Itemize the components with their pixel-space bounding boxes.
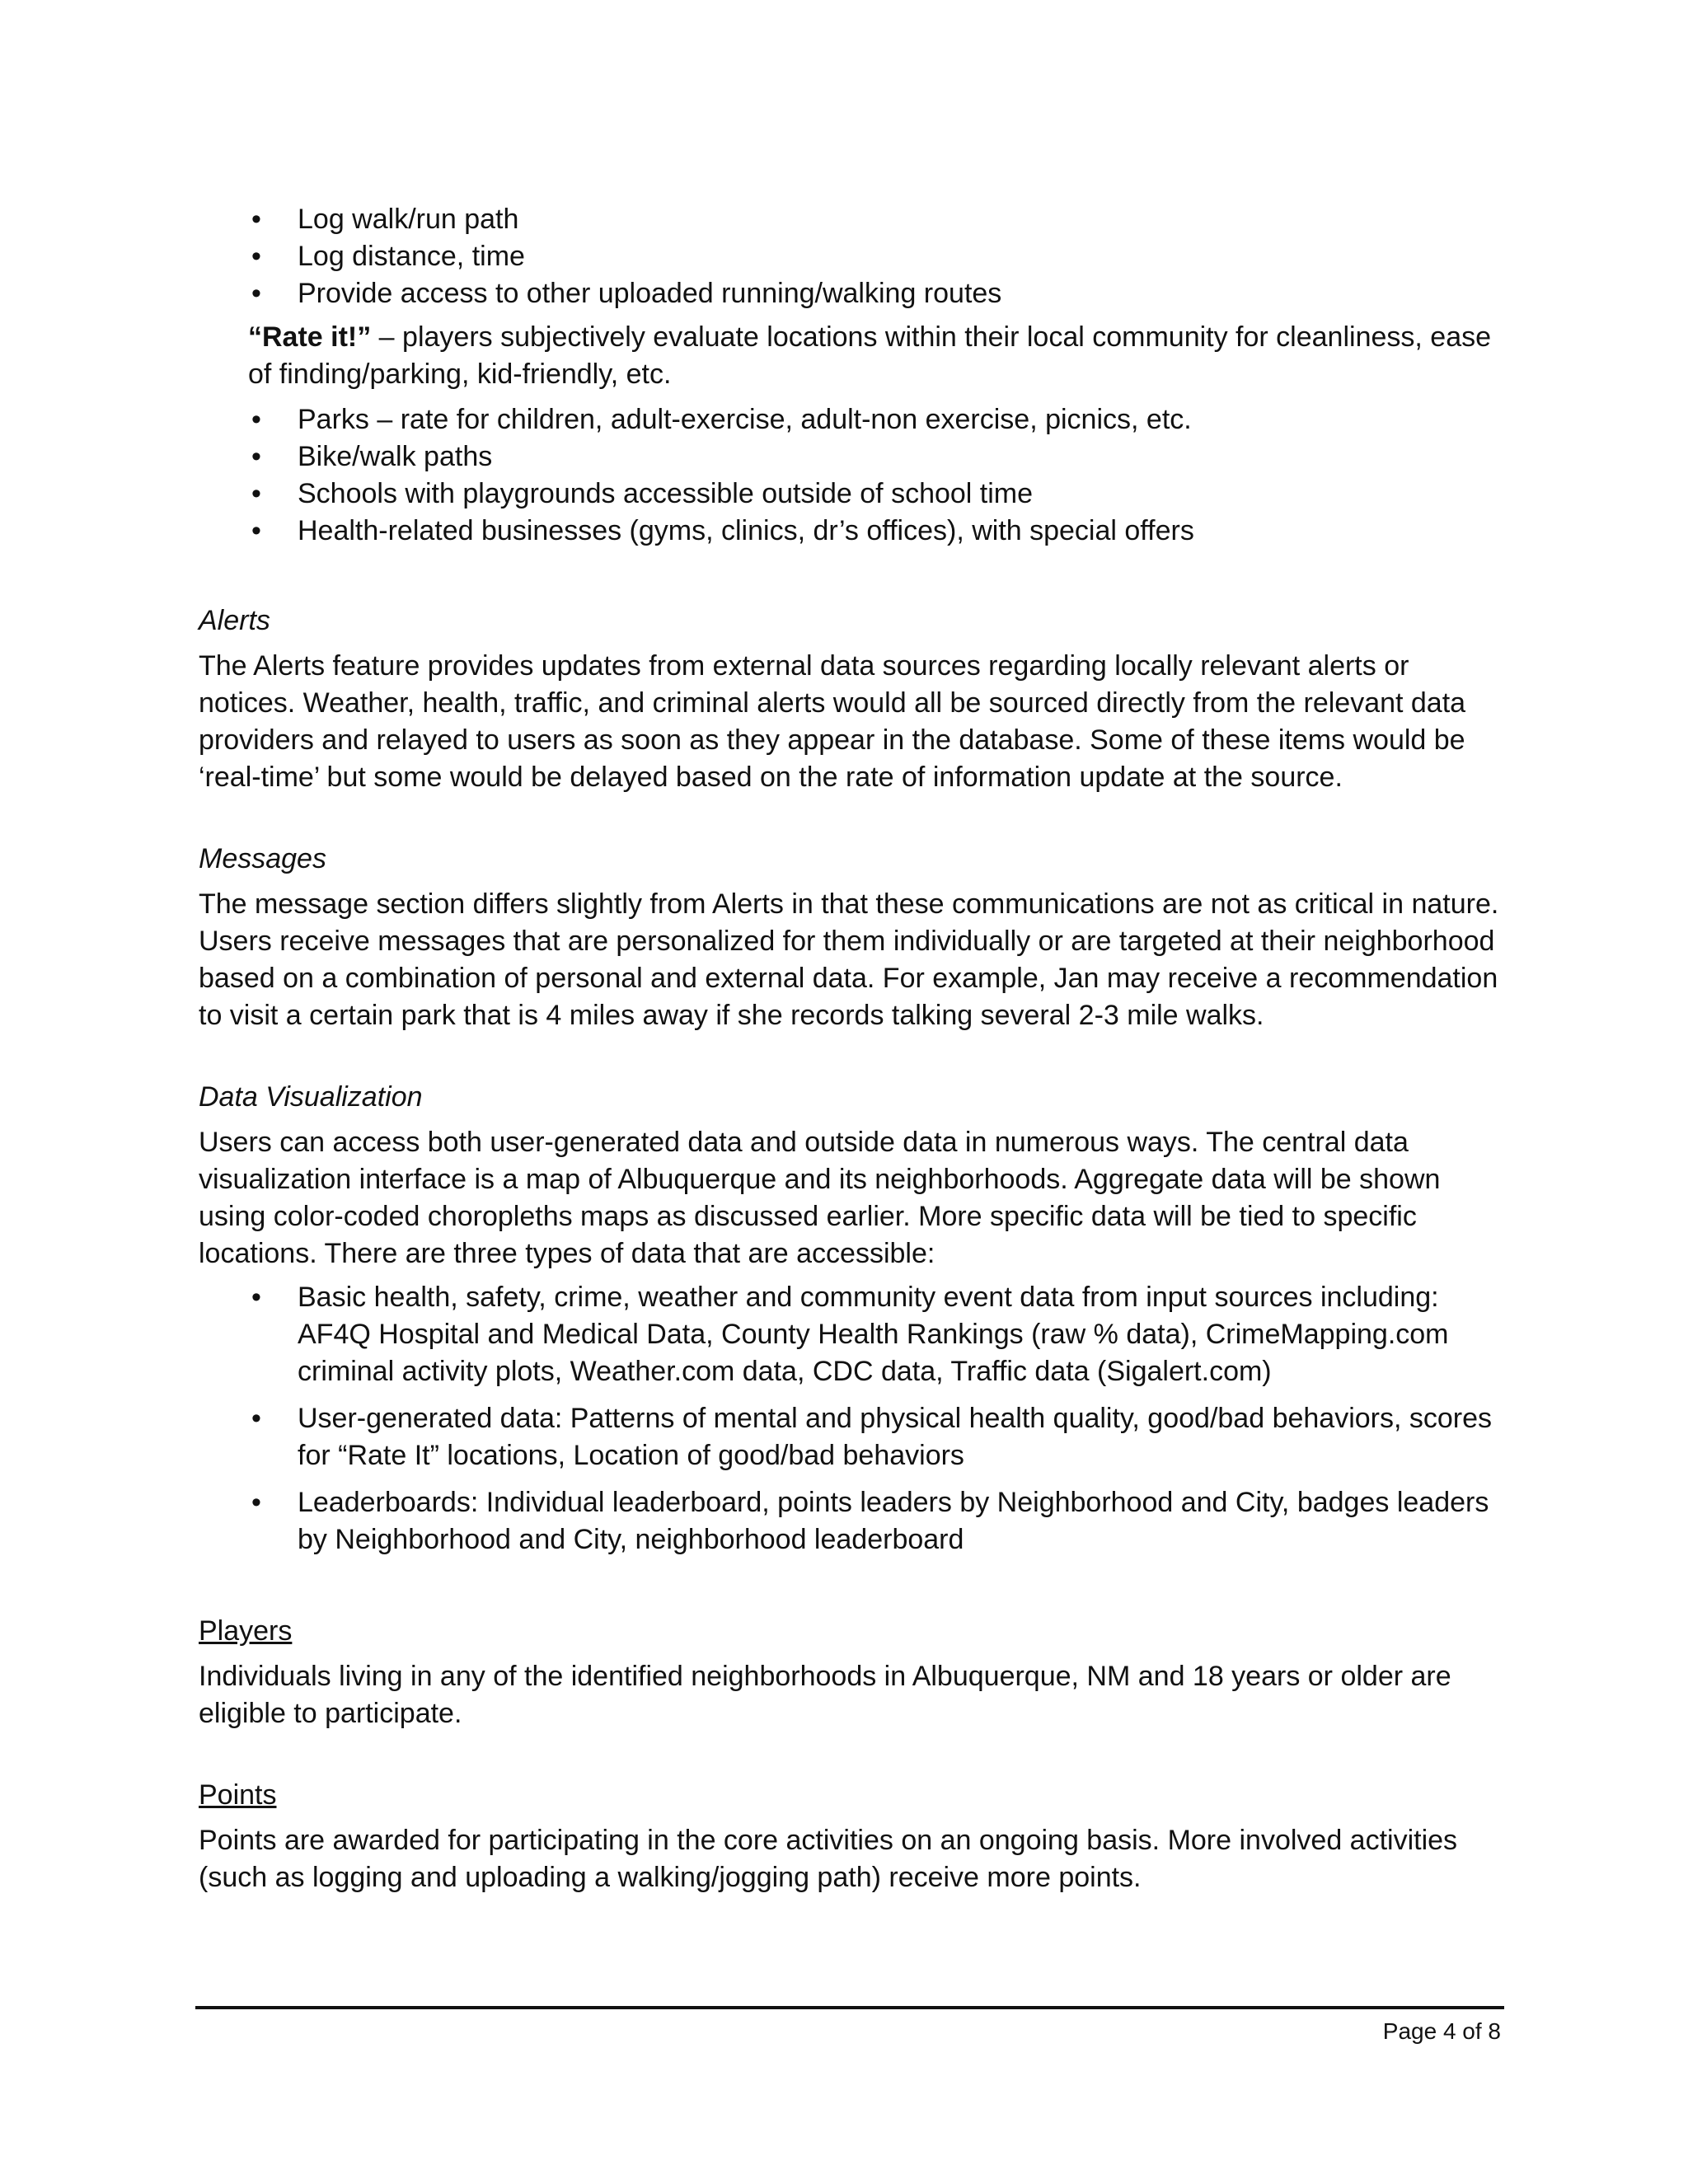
list-item: • Basic health, safety, crime, weather and community event data from input sources including: AF4Q Hospital and Medical Data, County Health Rankings (raw % data), CrimeMapping.com criminal activity plots, Weather.com data, CDC data, Traffic data (Sigalert.com): [298, 1279, 1501, 1390]
list-item: • Log walk/run path: [298, 201, 1501, 238]
list-item: • Provide access to other uploaded running/walking routes: [298, 275, 1501, 312]
bullet-glyph: •: [251, 1403, 261, 1434]
rate-it-description: – players subjectively evaluate locations within their local community for cleanliness, ease of finding/parking, kid-friendly, etc.: [248, 321, 1492, 390]
footer-divider: [195, 2006, 1504, 2009]
list-item: • Parks – rate for children, adult-exercise, adult-non exercise, picnics, etc.: [298, 401, 1501, 438]
bullet-glyph: •: [251, 478, 261, 509]
messages-body: The message section differs slightly from Alerts in that these communications are not as critical in nature. Users receive messages that are personalized for them individually or are targeted at their neighborhood based on a combination of personal and external data. For example, Jan may receive a recommendation to visit a certain park that is 4 miles away if she records talking several 2-3 mile walks.: [199, 888, 1499, 1031]
bullet-glyph: •: [251, 1487, 261, 1518]
players-heading: Players: [199, 1615, 293, 1647]
rate-it-paragraph: [248, 319, 1501, 393]
bullet-glyph: •: [251, 515, 261, 546]
rate-it-label: “Rate it!”: [248, 321, 372, 353]
list-item: • Leaderboards: Individual leaderboard, points leaders by Neighborhood and City, badges leaders by Neighborhood and City, neighborhood leaderboard: [298, 1484, 1501, 1558]
data-visualization-body: Users can access both user-generated data and outside data in numerous ways. The central data visualization interface is a map of Albuquerque and its neighborhoods. Aggregate data will be shown using color-coded choropleths maps as discussed earlier. More specific data will be tied to specific locations. There are three types of data that are accessible:: [199, 1127, 1441, 1269]
document-body: [199, 201, 1501, 1896]
alerts-heading: Alerts: [199, 605, 270, 636]
list-item: • Schools with playgrounds accessible outside of school time: [298, 476, 1501, 513]
rate-it-bullet-list: [199, 401, 1501, 550]
bullet-glyph: •: [251, 1282, 261, 1313]
alerts-body: The Alerts feature provides updates from external data sources regarding locally relevant alerts or notices. Weather, health, traffic, and criminal alerts would all be sourced directly from the relevant data providers and relayed to users as soon as they appear in the database. Some of these items would be ‘real-time’ but some would be delayed based on the rate of information update at the source.: [199, 650, 1466, 793]
list-item: • User-generated data: Patterns of mental and physical health quality, good/bad behaviors, scores for “Rate It” locations, Location of good/bad behaviors: [298, 1400, 1501, 1474]
points-heading: Points: [199, 1779, 277, 1811]
page-number: Page 4 of 8: [1382, 2018, 1501, 2044]
list-item: • Health-related businesses (gyms, clinics, dr’s offices), with special offers: [298, 513, 1501, 550]
data-visualization-heading: Data Visualization: [199, 1081, 423, 1113]
list-item: • Bike/walk paths: [298, 438, 1501, 476]
points-body: Points are awarded for participating in the core activities on an ongoing basis. More involved activities (such as logging and uploading a walking/jogging path) receive more points.: [199, 1825, 1458, 1893]
bullet-glyph: •: [251, 441, 261, 472]
tracking-bullet-list: [199, 201, 1501, 312]
data-types-bullet-list: [199, 1279, 1501, 1558]
bullet-glyph: •: [251, 404, 261, 435]
messages-heading: Messages: [199, 843, 326, 874]
players-body: Individuals living in any of the identified neighborhoods in Albuquerque, NM and 18 years or older are eligible to participate.: [199, 1661, 1451, 1729]
bullet-glyph: •: [251, 241, 261, 272]
list-item: • Log distance, time: [298, 238, 1501, 275]
bullet-glyph: •: [251, 278, 261, 309]
bullet-glyph: •: [251, 204, 261, 235]
